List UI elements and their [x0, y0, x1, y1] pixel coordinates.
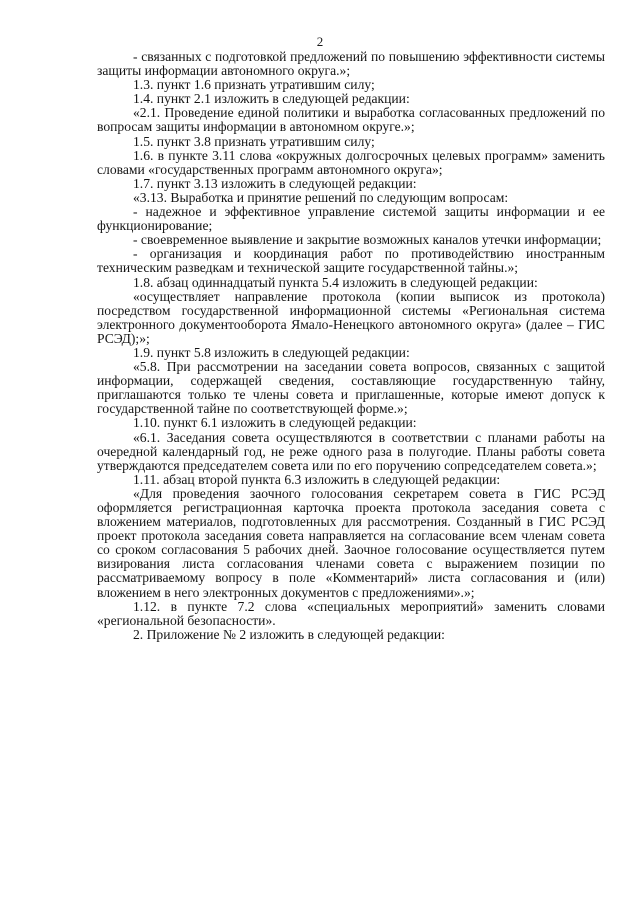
- paragraph-3: 1.4. пункт 2.1 изложить в следующей редакции:: [133, 91, 410, 107]
- paragraph-7: 1.7. пункт 3.13 изложить в следующей редакции:: [133, 175, 417, 191]
- page-number: 2: [316, 34, 324, 49]
- paragraph-9: - надежное и эффективное управление системой защиты информации и ее функционирование;: [97, 204, 605, 234]
- paragraph-19: «Для проведения заочного голосования секретарем совета в ГИС РСЭД оформляется регистрационная карточка проекта протокола заседания совета с вложением материалов, подготовленных для рассмотрения. Созданный в ГИС РСЭД проект протокола заседания совета направляется на согласование всем членам совета со сроком согласования 5 рабочих дней. Заочное голосование осуществляется путем визирования листа согласования членами совета с выражением позиции по рассматриваемому вопросу в поле «Комментарий» листа согласования и (или) вложением в него электронных документов с предложениями».»;: [97, 485, 605, 600]
- paragraph-21: 2. Приложение № 2 изложить в следующей редакции:: [133, 626, 445, 642]
- paragraph-11: - организация и координация работ по противодействию иностранным техническим разведкам и технической защите государственной тайны.»;: [97, 246, 605, 276]
- paragraph-2: 1.3. пункт 1.6 признать утратившим силу;: [133, 77, 375, 93]
- paragraph-17: «6.1. Заседания совета осуществляются в соответствии с планами работы на очередной календарный год, не реже одного раза в полугодие. Планы работы совета утверждаются председателем совета или по его поручению сопредседателем совета.»;: [97, 429, 605, 473]
- paragraph-15: «5.8. При рассмотрении на заседании совета вопросов, связанных с защитой информации, содержащей сведения, составляющие государственную тайну, приглашаются только те члены совета и приглашенные, которые имеют допуск к государственной тайне по соответствующей форме.»;: [97, 359, 605, 417]
- paragraph-1: - связанных с подготовкой предложений по повышению эффективности системы защиты информации автономного округа.»;: [97, 49, 605, 79]
- paragraph-10: - своевременное выявление и закрытие возможных каналов утечки информации;: [133, 232, 602, 248]
- paragraph-5: 1.5. пункт 3.8 признать утратившим силу;: [133, 133, 375, 149]
- paragraph-18: 1.11. абзац второй пункта 6.3 изложить в следующей редакции:: [133, 471, 501, 487]
- paragraph-6: 1.6. в пункте 3.11 слова «окружных долгосрочных целевых программ» заменить словами «государственных программ автономного округа»;: [97, 147, 605, 177]
- paragraph-12: 1.8. абзац одиннадцатый пункта 5.4 изложить в следующей редакции:: [133, 274, 538, 290]
- document-body: [97, 50, 605, 642]
- paragraph-8: «3.13. Выработка и принятие решений по следующим вопросам:: [133, 189, 509, 205]
- paragraph-20: 1.12. в пункте 7.2 слова «специальных мероприятий» заменить словами «региональной безопасности».: [97, 598, 605, 628]
- paragraph-16: 1.10. пункт 6.1 изложить в следующей редакции:: [133, 415, 417, 431]
- paragraph-14: 1.9. пункт 5.8 изложить в следующей редакции:: [133, 344, 410, 360]
- paragraph-13: «осуществляет направление протокола (копии выписок из протокола) посредством государственной информационной системы «Региональная система электронного документооборота Ямало-Ненецкого автономного округа» (далее – ГИС РСЭД);»;: [97, 288, 605, 346]
- paragraph-4: «2.1. Проведение единой политики и выработка согласованных предложений по вопросам защиты информации в автономном округе.»;: [97, 105, 605, 135]
